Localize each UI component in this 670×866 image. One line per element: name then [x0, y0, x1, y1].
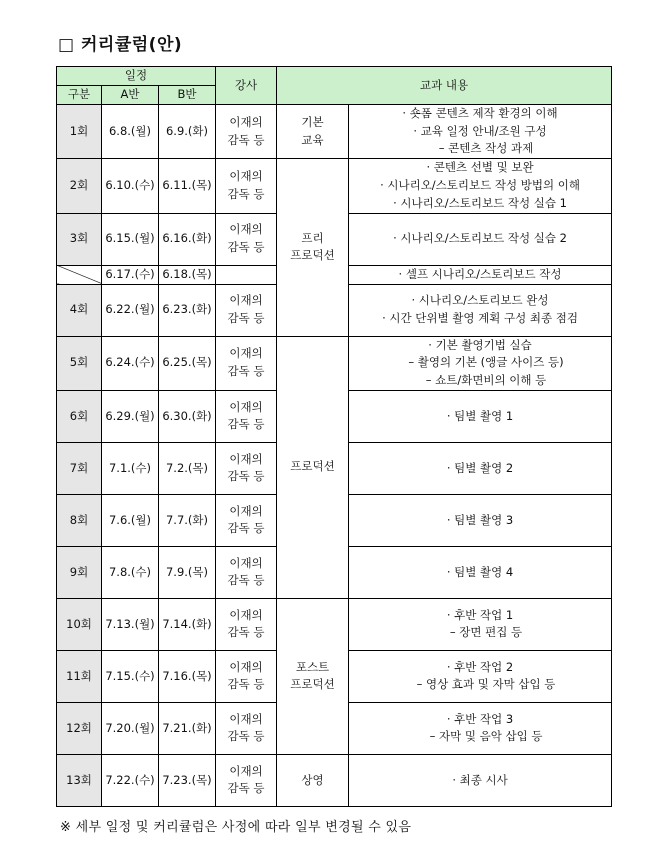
- footnote: ※ 세부 일정 및 커리큘럼은 사정에 따라 일부 변경될 수 있음: [60, 820, 412, 835]
- content-line: – 쇼트/화면비의 이해 등: [425, 373, 547, 388]
- class-b-date: 6.25.(목): [159, 336, 216, 390]
- instructor-line: 감독 등: [227, 186, 265, 201]
- category-cell: [277, 104, 349, 158]
- content-line: · 팀별 촬영 4: [446, 564, 514, 579]
- instructor-cell: [216, 284, 277, 336]
- instructor-line: 이재의: [229, 169, 263, 184]
- class-b-date: 7.2.(목): [159, 442, 216, 494]
- class-b-date: 6.9.(화): [159, 104, 216, 158]
- session-cell: [57, 265, 102, 284]
- instructor-line: 감독 등: [227, 573, 265, 588]
- content-line: · 숏폼 콘텐츠 제작 환경의 이해: [402, 105, 558, 120]
- instructor-line: 감독 등: [227, 729, 265, 744]
- content-cell: [349, 265, 612, 284]
- content-line: · 최종 시사: [452, 772, 508, 787]
- class-a-date: 7.15.(수): [102, 650, 159, 702]
- instructor-line: 이재의: [229, 607, 263, 622]
- instructor-line: 이재의: [229, 503, 263, 518]
- content-line: · 팀별 촬영 1: [446, 408, 514, 423]
- instructor-line: 감독 등: [227, 781, 265, 796]
- page-title: □ 커리큘럼(안): [58, 35, 183, 55]
- category-cell: [277, 754, 349, 806]
- instructor-line: 이재의: [229, 451, 263, 466]
- instructor-line: 이재의: [229, 293, 263, 308]
- header-content: 교과 내용: [277, 67, 612, 105]
- class-a-date: 6.24.(수): [102, 336, 159, 390]
- instructor-line: 이재의: [229, 222, 263, 237]
- content-cell: [349, 159, 612, 213]
- content-line: · 시나리오/스토리보드 작성 실습 2: [393, 231, 567, 246]
- instructor-cell: [216, 336, 277, 390]
- instructor-line: 감독 등: [227, 521, 265, 536]
- instructor-cell: [216, 390, 277, 442]
- content-line: · 셀프 시나리오/스토리보드 작성: [398, 266, 562, 281]
- content-line: – 콘텐츠 작성 과제: [438, 141, 534, 156]
- session-cell: 7회: [57, 442, 102, 494]
- header-schedule: 일정: [57, 67, 216, 86]
- session-cell: 3회: [57, 213, 102, 265]
- class-a-date: 7.1.(수): [102, 442, 159, 494]
- class-b-date: 6.18.(목): [159, 265, 216, 284]
- content-line: · 팀별 촬영 2: [446, 460, 514, 475]
- category-cell: [277, 336, 349, 598]
- session-cell: 4회: [57, 284, 102, 336]
- class-b-date: 7.21.(화): [159, 702, 216, 754]
- table-row: [57, 159, 612, 213]
- instructor-cell: [216, 159, 277, 213]
- content-line: · 팀별 촬영 3: [446, 512, 514, 527]
- class-b-date: 7.16.(목): [159, 650, 216, 702]
- instructor-line: 이재의: [229, 399, 263, 414]
- content-cell: [349, 546, 612, 598]
- content-line: · 후반 작업 1: [446, 607, 514, 622]
- class-a-date: 7.20.(월): [102, 702, 159, 754]
- instructor-line: 이재의: [229, 763, 263, 778]
- instructor-line: 이재의: [229, 711, 263, 726]
- class-b-date: 7.23.(목): [159, 754, 216, 806]
- content-cell: [349, 650, 612, 702]
- curriculum-body: [57, 104, 612, 806]
- instructor-cell: [216, 650, 277, 702]
- session-cell: 11회: [57, 650, 102, 702]
- content-cell: [349, 284, 612, 336]
- instructor-cell: [216, 546, 277, 598]
- content-line: · 시나리오/스토리보드 완성: [411, 293, 549, 308]
- category-line: 프로덕션: [290, 248, 335, 263]
- category-cell: [277, 598, 349, 754]
- class-a-date: 6.22.(월): [102, 284, 159, 336]
- content-cell: [349, 390, 612, 442]
- content-cell: [349, 754, 612, 806]
- class-b-date: 6.11.(목): [159, 159, 216, 213]
- class-b-date: 6.30.(화): [159, 390, 216, 442]
- header-class-b: B반: [159, 85, 216, 104]
- instructor-cell: [216, 265, 277, 284]
- content-cell: [349, 598, 612, 650]
- class-a-date: 7.22.(수): [102, 754, 159, 806]
- instructor-line: 이재의: [229, 659, 263, 674]
- category-line: 프로덕션: [290, 459, 335, 474]
- instructor-line: 감독 등: [227, 364, 265, 379]
- table-row: [57, 104, 612, 158]
- curriculum-table: [56, 66, 612, 807]
- content-cell: [349, 104, 612, 158]
- content-cell: [349, 336, 612, 390]
- content-cell: [349, 494, 612, 546]
- class-a-date: 7.13.(월): [102, 598, 159, 650]
- content-line: · 교육 일정 안내/조원 구성: [413, 123, 547, 138]
- class-b-date: 7.7.(화): [159, 494, 216, 546]
- instructor-line: 감독 등: [227, 240, 265, 255]
- content-line: · 후반 작업 2: [446, 659, 514, 674]
- class-a-date: 7.6.(월): [102, 494, 159, 546]
- category-line: 프리: [301, 230, 324, 245]
- class-a-date: 6.29.(월): [102, 390, 159, 442]
- category-line: 프로덕션: [290, 677, 335, 692]
- session-cell: 2회: [57, 159, 102, 213]
- instructor-cell: [216, 702, 277, 754]
- session-cell: 8회: [57, 494, 102, 546]
- instructor-line: 감독 등: [227, 132, 265, 147]
- instructor-cell: [216, 213, 277, 265]
- content-cell: [349, 702, 612, 754]
- instructor-line: 감독 등: [227, 417, 265, 432]
- table-row: [57, 754, 612, 806]
- session-cell: 10회: [57, 598, 102, 650]
- class-b-date: 6.23.(화): [159, 284, 216, 336]
- instructor-line: 감독 등: [227, 469, 265, 484]
- content-line: · 콘텐츠 선별 및 보완: [426, 160, 534, 175]
- class-a-date: 7.8.(수): [102, 546, 159, 598]
- instructor-line: 이재의: [229, 114, 263, 129]
- class-a-date: 6.15.(월): [102, 213, 159, 265]
- session-cell: 5회: [57, 336, 102, 390]
- session-cell: 6회: [57, 390, 102, 442]
- session-cell: 1회: [57, 104, 102, 158]
- instructor-line: 이재의: [229, 555, 263, 570]
- table-row: [57, 598, 612, 650]
- category-cell: [277, 159, 349, 336]
- class-b-date: 7.9.(목): [159, 546, 216, 598]
- instructor-cell: [216, 598, 277, 650]
- content-line: – 장면 편집 등: [449, 625, 523, 640]
- content-line: · 후반 작업 3: [446, 711, 514, 726]
- content-line: · 시간 단위별 촬영 계획 구성 최종 점검: [382, 311, 578, 325]
- class-a-date: 6.10.(수): [102, 159, 159, 213]
- instructor-line: 감독 등: [227, 625, 265, 640]
- category-line: 교육: [301, 132, 324, 147]
- content-line: – 촬영의 기본 (앵글 사이즈 등): [408, 355, 564, 370]
- content-line: · 시나리오/스토리보드 작성 방법의 이해: [380, 178, 580, 193]
- instructor-line: 감독 등: [227, 311, 265, 325]
- class-b-date: 6.16.(화): [159, 213, 216, 265]
- content-cell: [349, 213, 612, 265]
- session-cell: 9회: [57, 546, 102, 598]
- table-row: [57, 336, 612, 390]
- category-line: 포스트: [295, 659, 330, 674]
- instructor-cell: [216, 104, 277, 158]
- session-cell: 12회: [57, 702, 102, 754]
- header-instructor: 강사: [216, 67, 277, 105]
- instructor-line: 감독 등: [227, 677, 265, 692]
- instructor-cell: [216, 494, 277, 546]
- instructor-cell: [216, 754, 277, 806]
- content-line: · 기본 촬영기법 실습: [428, 337, 532, 352]
- content-cell: [349, 442, 612, 494]
- category-line: 기본: [301, 114, 324, 129]
- instructor-cell: [216, 442, 277, 494]
- header-class-a: A반: [102, 85, 159, 104]
- class-a-date: 6.8.(월): [102, 104, 159, 158]
- content-line: – 자막 및 음악 삽입 등: [429, 729, 543, 744]
- instructor-line: 이재의: [229, 346, 263, 361]
- class-b-date: 7.14.(화): [159, 598, 216, 650]
- content-line: – 영상 효과 및 자막 삽입 등: [416, 677, 556, 692]
- class-a-date: 6.17.(수): [102, 265, 159, 284]
- category-line: 상영: [301, 772, 324, 787]
- session-cell: 13회: [57, 754, 102, 806]
- header-division: 구분: [57, 85, 102, 104]
- content-line: · 시나리오/스토리보드 작성 실습 1: [393, 195, 567, 210]
